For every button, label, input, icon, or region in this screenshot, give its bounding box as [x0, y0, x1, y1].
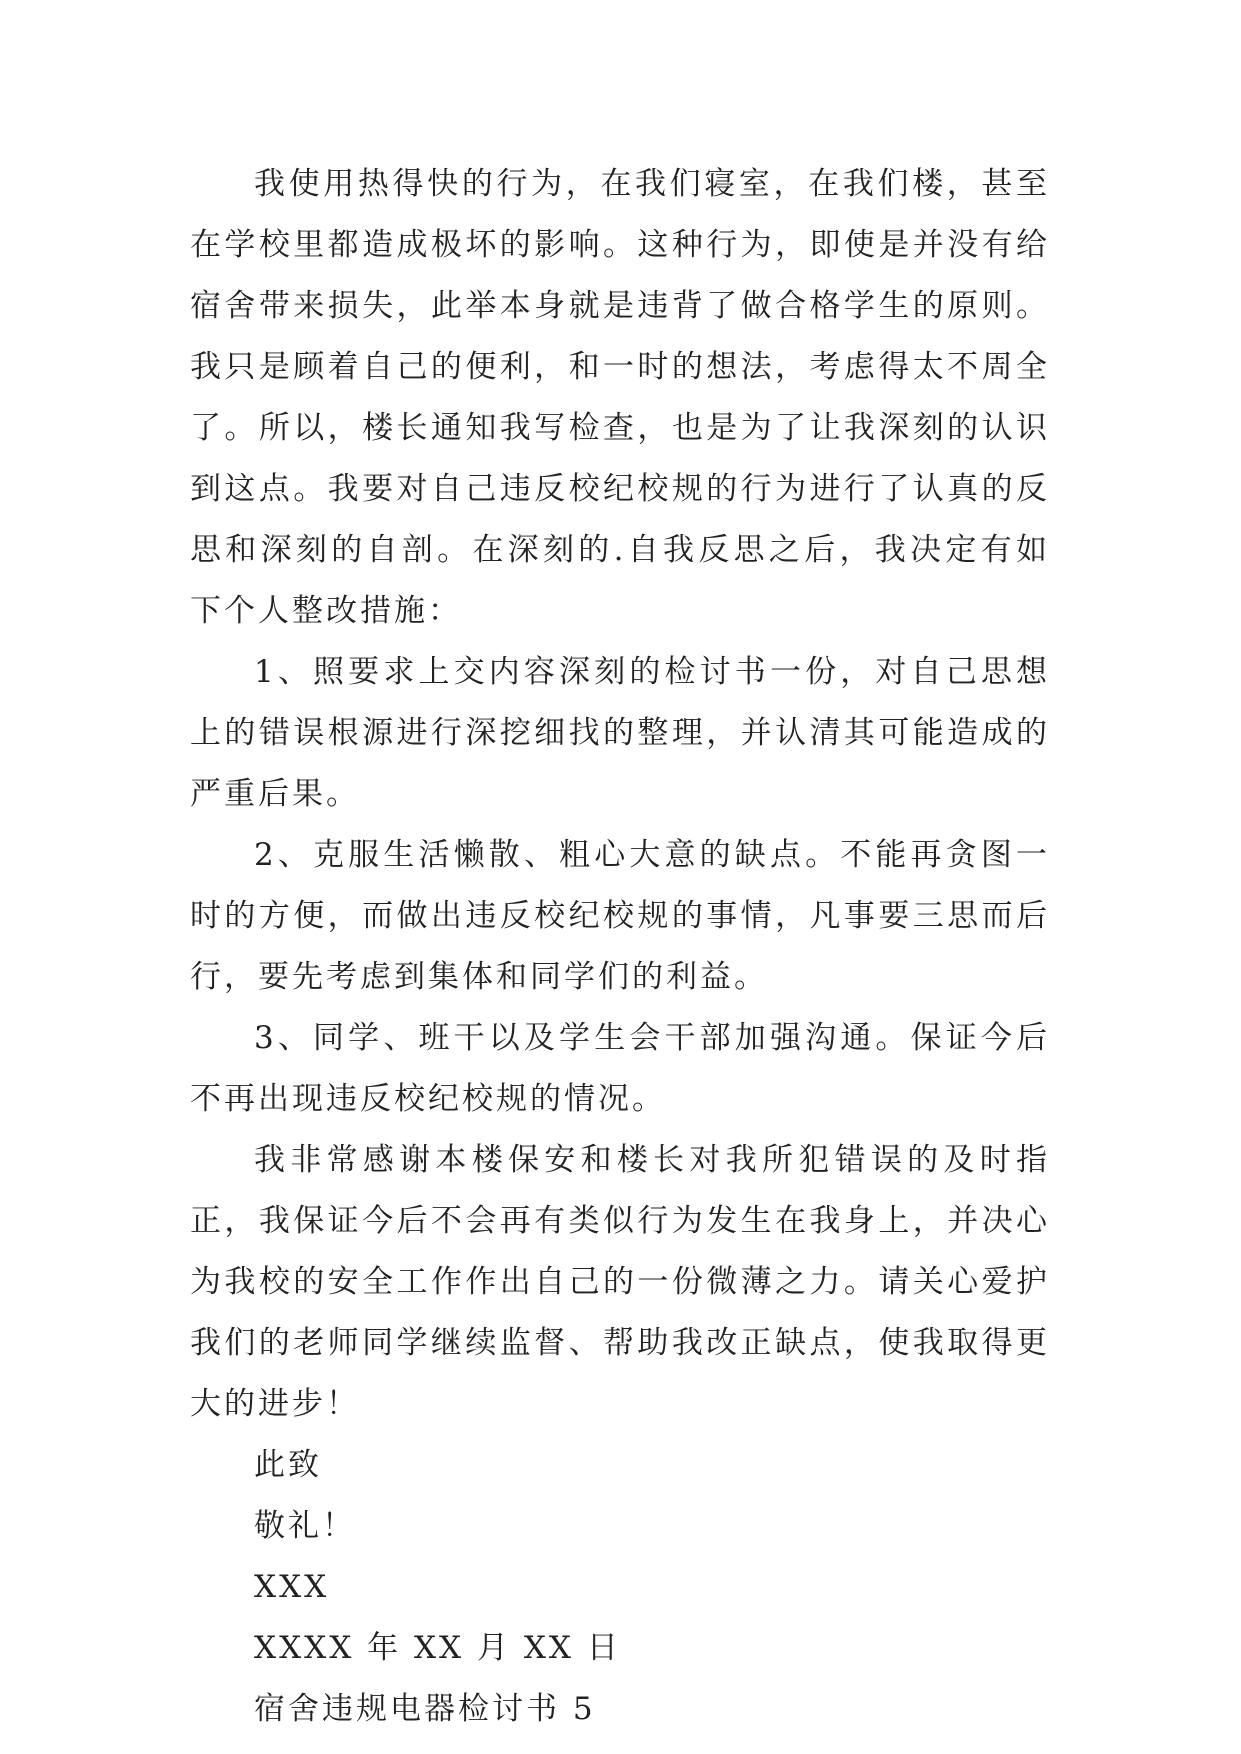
- next-section-title: 宿舍违规电器检讨书 5: [254, 1691, 596, 1727]
- date-line: XXXX 年 XX 月 XX 日: [254, 1630, 621, 1666]
- paragraph-measure-1: 1、照要求上交内容深刻的检讨书一份，对自己思想上的错误根源进行深挖细找的整理，并认清其可能造成的严重后果。: [190, 654, 1050, 812]
- closing-regards: 敬礼！: [254, 1508, 356, 1544]
- closing-salutation: 此致: [254, 1447, 322, 1483]
- signature: XXX: [254, 1569, 330, 1605]
- paragraph-measure-2: 2、克服生活懒散、粗心大意的缺点。不能再贪图一时的方便，而做出违反校纪校规的事情，凡事要三思而后行，要先考虑到集体和同学们的利益。: [190, 837, 1050, 995]
- document-body: [190, 154, 1050, 1740]
- paragraph-thanks: 我非常感谢本楼保安和楼长对我所犯错误的及时指正，我保证今后不会再有类似行为发生在我身上，并决心为我校的安全工作作出自己的一份微薄之力。请关心爱护我们的老师同学继续监督、帮助我改正缺点，使我取得更大的进步！: [190, 1142, 1050, 1422]
- paragraph-measure-3: 3、同学、班干以及学生会干部加强沟通。保证今后不再出现违反校纪校规的情况。: [190, 1020, 1050, 1117]
- paragraph-reflection: 我使用热得快的行为，在我们寝室，在我们楼，甚至在学校里都造成极坏的影响。这种行为，即使是并没有给宿舍带来损失，此举本身就是违背了做合格学生的原则。我只是顾着自己的便利，和一时的想法，考虑得太不周全了。所以，楼长通知我写检查，也是为了让我深刻的认识到这点。我要对自己违反校纪校规的行为进行了认真的反思和深刻的自剖。在深刻的.自我反思之后，我决定有如下个人整改措施：: [190, 166, 1050, 629]
